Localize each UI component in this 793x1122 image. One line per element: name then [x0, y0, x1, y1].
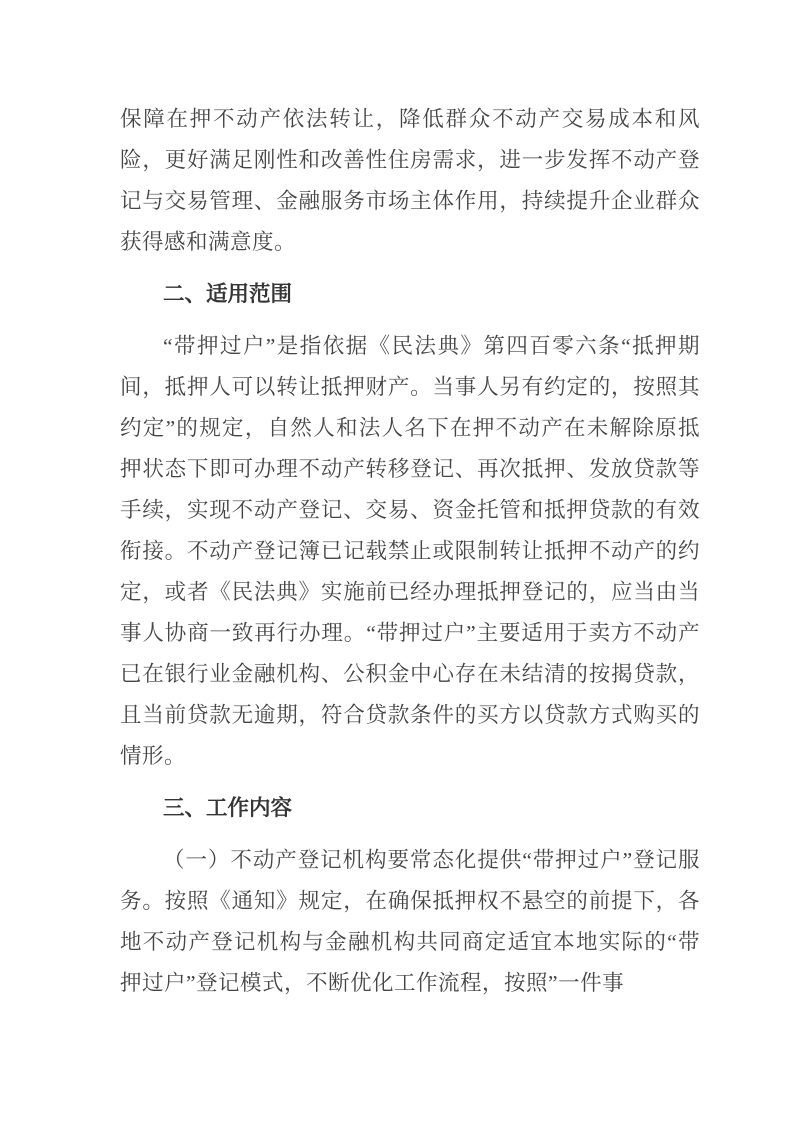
- section-heading-scope: 二、适用范围: [163, 282, 293, 306]
- body-paragraph-scope: “带押过户”是指依据《民法典》第四百零六条“抵押期间，抵押人可以转让抵押财产。当事人另有约定的，按照其约定”的规定，自然人和法人名下在押不动产在未解除原抵押状态下即可办理不动产转移登记、再次抵押、发放贷款等手续，实现不动产登记、交易、资金托管和抵押贷款的有效衔接。不动产登记簿已记载禁止或限制转让抵押不动产的约定，或者《民法典》实施前已经办理抵押登记的，应当由当事人协商一致再行办理。“带押过户”主要适用于卖方不动产已在银行业金融机构、公积金中心存在未结清的按揭贷款，且当前贷款无逾期，符合贷款条件的买方以贷款方式购买的情形。: [120, 334, 700, 768]
- body-paragraph-continuation: 保障在押不动产依法转让，降低群众不动产交易成本和风险，更好满足刚性和改善性住房需求，进一步发挥不动产登记与交易管理、金融服务市场主体作用，持续提升企业群众获得感和满意度。: [120, 107, 700, 254]
- section-heading-work-content: 三、工作内容: [163, 796, 293, 820]
- body-paragraph-work-content: （一）不动产登记机构要常态化提供“带押过户”登记服务。按照《通知》规定，在确保抵押权不悬空的前提下，各地不动产登记机构与金融机构共同商定适宜本地实际的“带押过户”登记模式，不断优化工作流程，按照”一件事: [120, 848, 700, 995]
